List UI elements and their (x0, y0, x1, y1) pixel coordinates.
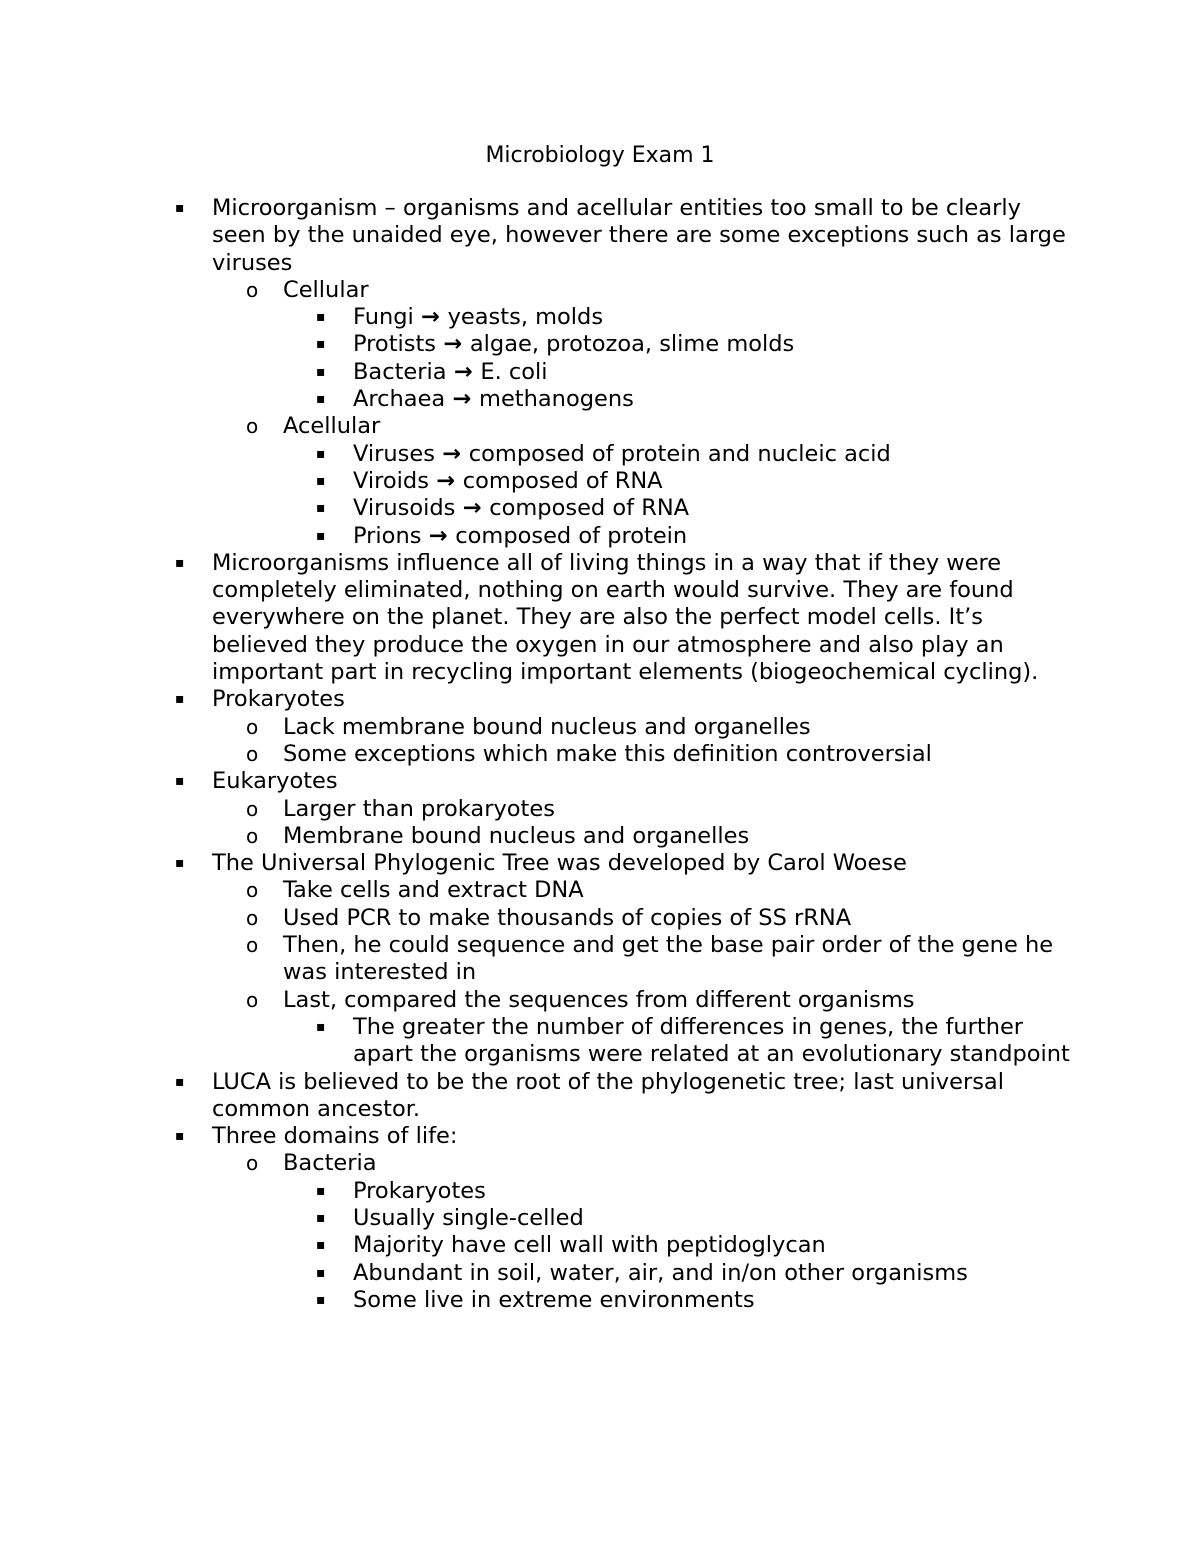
arrow-icon: → (442, 440, 469, 467)
square-bullet-icon: ▪ (316, 500, 326, 517)
square-bullet-icon: ▪ (175, 200, 185, 216)
item-term: Protists (353, 331, 444, 358)
item-text: Membrane bound nucleus and organelles (283, 822, 750, 849)
square-bullet-icon: ▪ (316, 445, 326, 462)
arrow-icon: → (428, 522, 456, 549)
square-bullet-icon: ▪ (316, 1264, 326, 1281)
item-text: Microorganism – organisms and acellular entities too small to be clearly seen by the unaided eye, however there are some exceptions such as large viruses (212, 195, 1066, 276)
list-item-level-2 (0, 714, 1073, 741)
list-item-level-1 (0, 768, 1072, 795)
item-text: Some live in extreme environments (353, 1286, 755, 1313)
list-item-level-2 (0, 277, 1073, 304)
square-bullet-icon: ▪ (316, 363, 326, 380)
list-item-level-3 (0, 495, 1073, 522)
list-item-level-2 (0, 877, 1073, 904)
square-bullet-icon: ▪ (316, 1018, 326, 1035)
square-bullet-icon: ▪ (316, 309, 326, 326)
square-bullet-icon: ▪ (316, 527, 326, 544)
item-text: Microorganisms influence all of living things in a way that if they were completely eliminated, nothing on earth would survive. They are found everywhere on the planet. They are also the perfect model cells. It’s believed they produce the oxygen in our atmosphere and also play an important part in recycling important elements (biogeochemical cycling). (212, 549, 1039, 686)
list-item-level-3 (0, 359, 1073, 386)
item-text: Prokaryotes (353, 1177, 486, 1204)
circle-bullet-icon: o (246, 933, 259, 958)
circle-bullet-icon: o (246, 878, 259, 903)
item-term: Virusoids (353, 495, 463, 522)
list-item-level-2 (0, 987, 1073, 1014)
list-item-level-2 (0, 823, 1073, 850)
circle-bullet-icon: o (246, 414, 259, 439)
circle-bullet-icon: o (246, 905, 259, 930)
circle-bullet-icon: o (246, 796, 259, 821)
item-text: methanogens (479, 386, 634, 413)
item-text: Prokaryotes (212, 686, 345, 713)
arrow-icon: → (420, 304, 448, 331)
list-item-level-3 (0, 523, 1073, 550)
square-bullet-icon: ▪ (316, 1237, 326, 1254)
item-text: E. coli (480, 358, 548, 385)
list-item-level-3 (0, 1232, 1073, 1259)
list-item-level-2 (0, 1150, 1073, 1177)
circle-bullet-icon: o (246, 714, 259, 739)
item-text: The Universal Phylogenic Tree was developed by Carol Woese (212, 850, 907, 877)
list-item-level-2 (0, 932, 1073, 987)
list-item-level-3 (0, 468, 1073, 495)
list-item-level-3 (0, 1205, 1073, 1232)
square-bullet-icon: ▪ (175, 1073, 185, 1090)
item-term: Bacteria (353, 358, 454, 385)
item-text: composed of RNA (462, 467, 663, 494)
item-text: Some exceptions which make this definition controversial (283, 740, 932, 767)
arrow-icon: → (453, 358, 481, 385)
page-title: Microbiology Exam 1 (485, 143, 715, 168)
list-item-level-1 (0, 550, 1072, 686)
item-text: algae, protozoa, slime molds (469, 331, 795, 358)
list-item-level-1 (0, 686, 1072, 713)
item-term: Prions (353, 522, 429, 549)
item-text: Larger than prokaryotes (283, 795, 555, 822)
list-item-level-1 (0, 195, 1072, 277)
item-text: composed of protein (455, 522, 688, 549)
square-bullet-icon: ▪ (316, 1291, 326, 1308)
notes-list (0, 195, 1200, 1314)
square-bullet-icon: ▪ (175, 554, 185, 571)
item-text: Lack membrane bound nucleus and organelles (283, 713, 811, 740)
item-term: Fungi (353, 304, 421, 331)
list-item-level-2 (0, 905, 1073, 932)
square-bullet-icon: ▪ (316, 391, 326, 408)
item-text: Take cells and extract DNA (283, 877, 584, 904)
item-term: Viruses (353, 440, 443, 467)
square-bullet-icon: ▪ (316, 1209, 326, 1226)
circle-bullet-icon: o (246, 277, 259, 302)
square-bullet-icon: ▪ (175, 773, 185, 790)
item-text: composed of protein and nucleic acid (468, 440, 891, 467)
list-item-level-3 (0, 1178, 1073, 1205)
list-item-level-1 (0, 850, 1072, 877)
circle-bullet-icon: o (246, 823, 259, 848)
item-text: Three domains of life: (212, 1123, 458, 1150)
square-bullet-icon: ▪ (316, 1182, 326, 1199)
arrow-icon: → (452, 386, 480, 413)
item-text: LUCA is believed to be the root of the phylogenetic tree; last universal common ancestor. (212, 1068, 1004, 1122)
item-text: Bacteria (283, 1150, 377, 1177)
item-text: Then, he could sequence and get the base pair order of the gene he was interested in (283, 932, 1054, 986)
list-item-level-2 (0, 413, 1073, 440)
arrow-icon: → (436, 467, 463, 494)
list-item-level-3 (0, 1014, 1073, 1069)
square-bullet-icon: ▪ (175, 855, 185, 872)
item-text: Abundant in soil, water, air, and in/on other organisms (353, 1259, 968, 1286)
item-text: Acellular (283, 413, 381, 440)
item-text: Last, compared the sequences from different organisms (283, 986, 915, 1013)
list-item-level-3 (0, 331, 1073, 358)
list-item-level-3 (0, 1260, 1073, 1287)
circle-bullet-icon: o (246, 1151, 259, 1176)
item-term: Viroids (353, 467, 437, 494)
list-item-level-1 (0, 1069, 1072, 1124)
arrow-icon: → (462, 495, 490, 522)
square-bullet-icon: ▪ (175, 1128, 185, 1145)
item-text: Majority have cell wall with peptidoglycan (353, 1232, 826, 1259)
item-text: The greater the number of differences in genes, the further apart the organisms were related at an evolutionary standpoint (353, 1013, 1070, 1068)
list-item-level-2 (0, 741, 1073, 768)
square-bullet-icon: ▪ (316, 336, 326, 353)
list-item-level-3 (0, 304, 1073, 331)
item-text: Usually single-celled (353, 1204, 584, 1231)
item-text: yeasts, molds (447, 304, 604, 331)
list-item-level-3 (0, 1287, 1073, 1314)
list-item-level-3 (0, 386, 1073, 413)
item-text: Cellular (283, 276, 369, 303)
circle-bullet-icon: o (246, 987, 259, 1012)
item-text: composed of RNA (489, 495, 690, 522)
list-item-level-1 (0, 1123, 1072, 1150)
circle-bullet-icon: o (246, 741, 259, 766)
square-bullet-icon: ▪ (175, 691, 185, 708)
item-text: Used PCR to make thousands of copies of SS rRNA (283, 904, 852, 931)
list-item-level-2 (0, 796, 1073, 823)
list-item-level-3 (0, 441, 1073, 468)
item-text: Eukaryotes (212, 768, 338, 795)
item-term: Archaea (353, 386, 453, 413)
arrow-icon: → (443, 331, 470, 358)
square-bullet-icon: ▪ (316, 472, 326, 489)
